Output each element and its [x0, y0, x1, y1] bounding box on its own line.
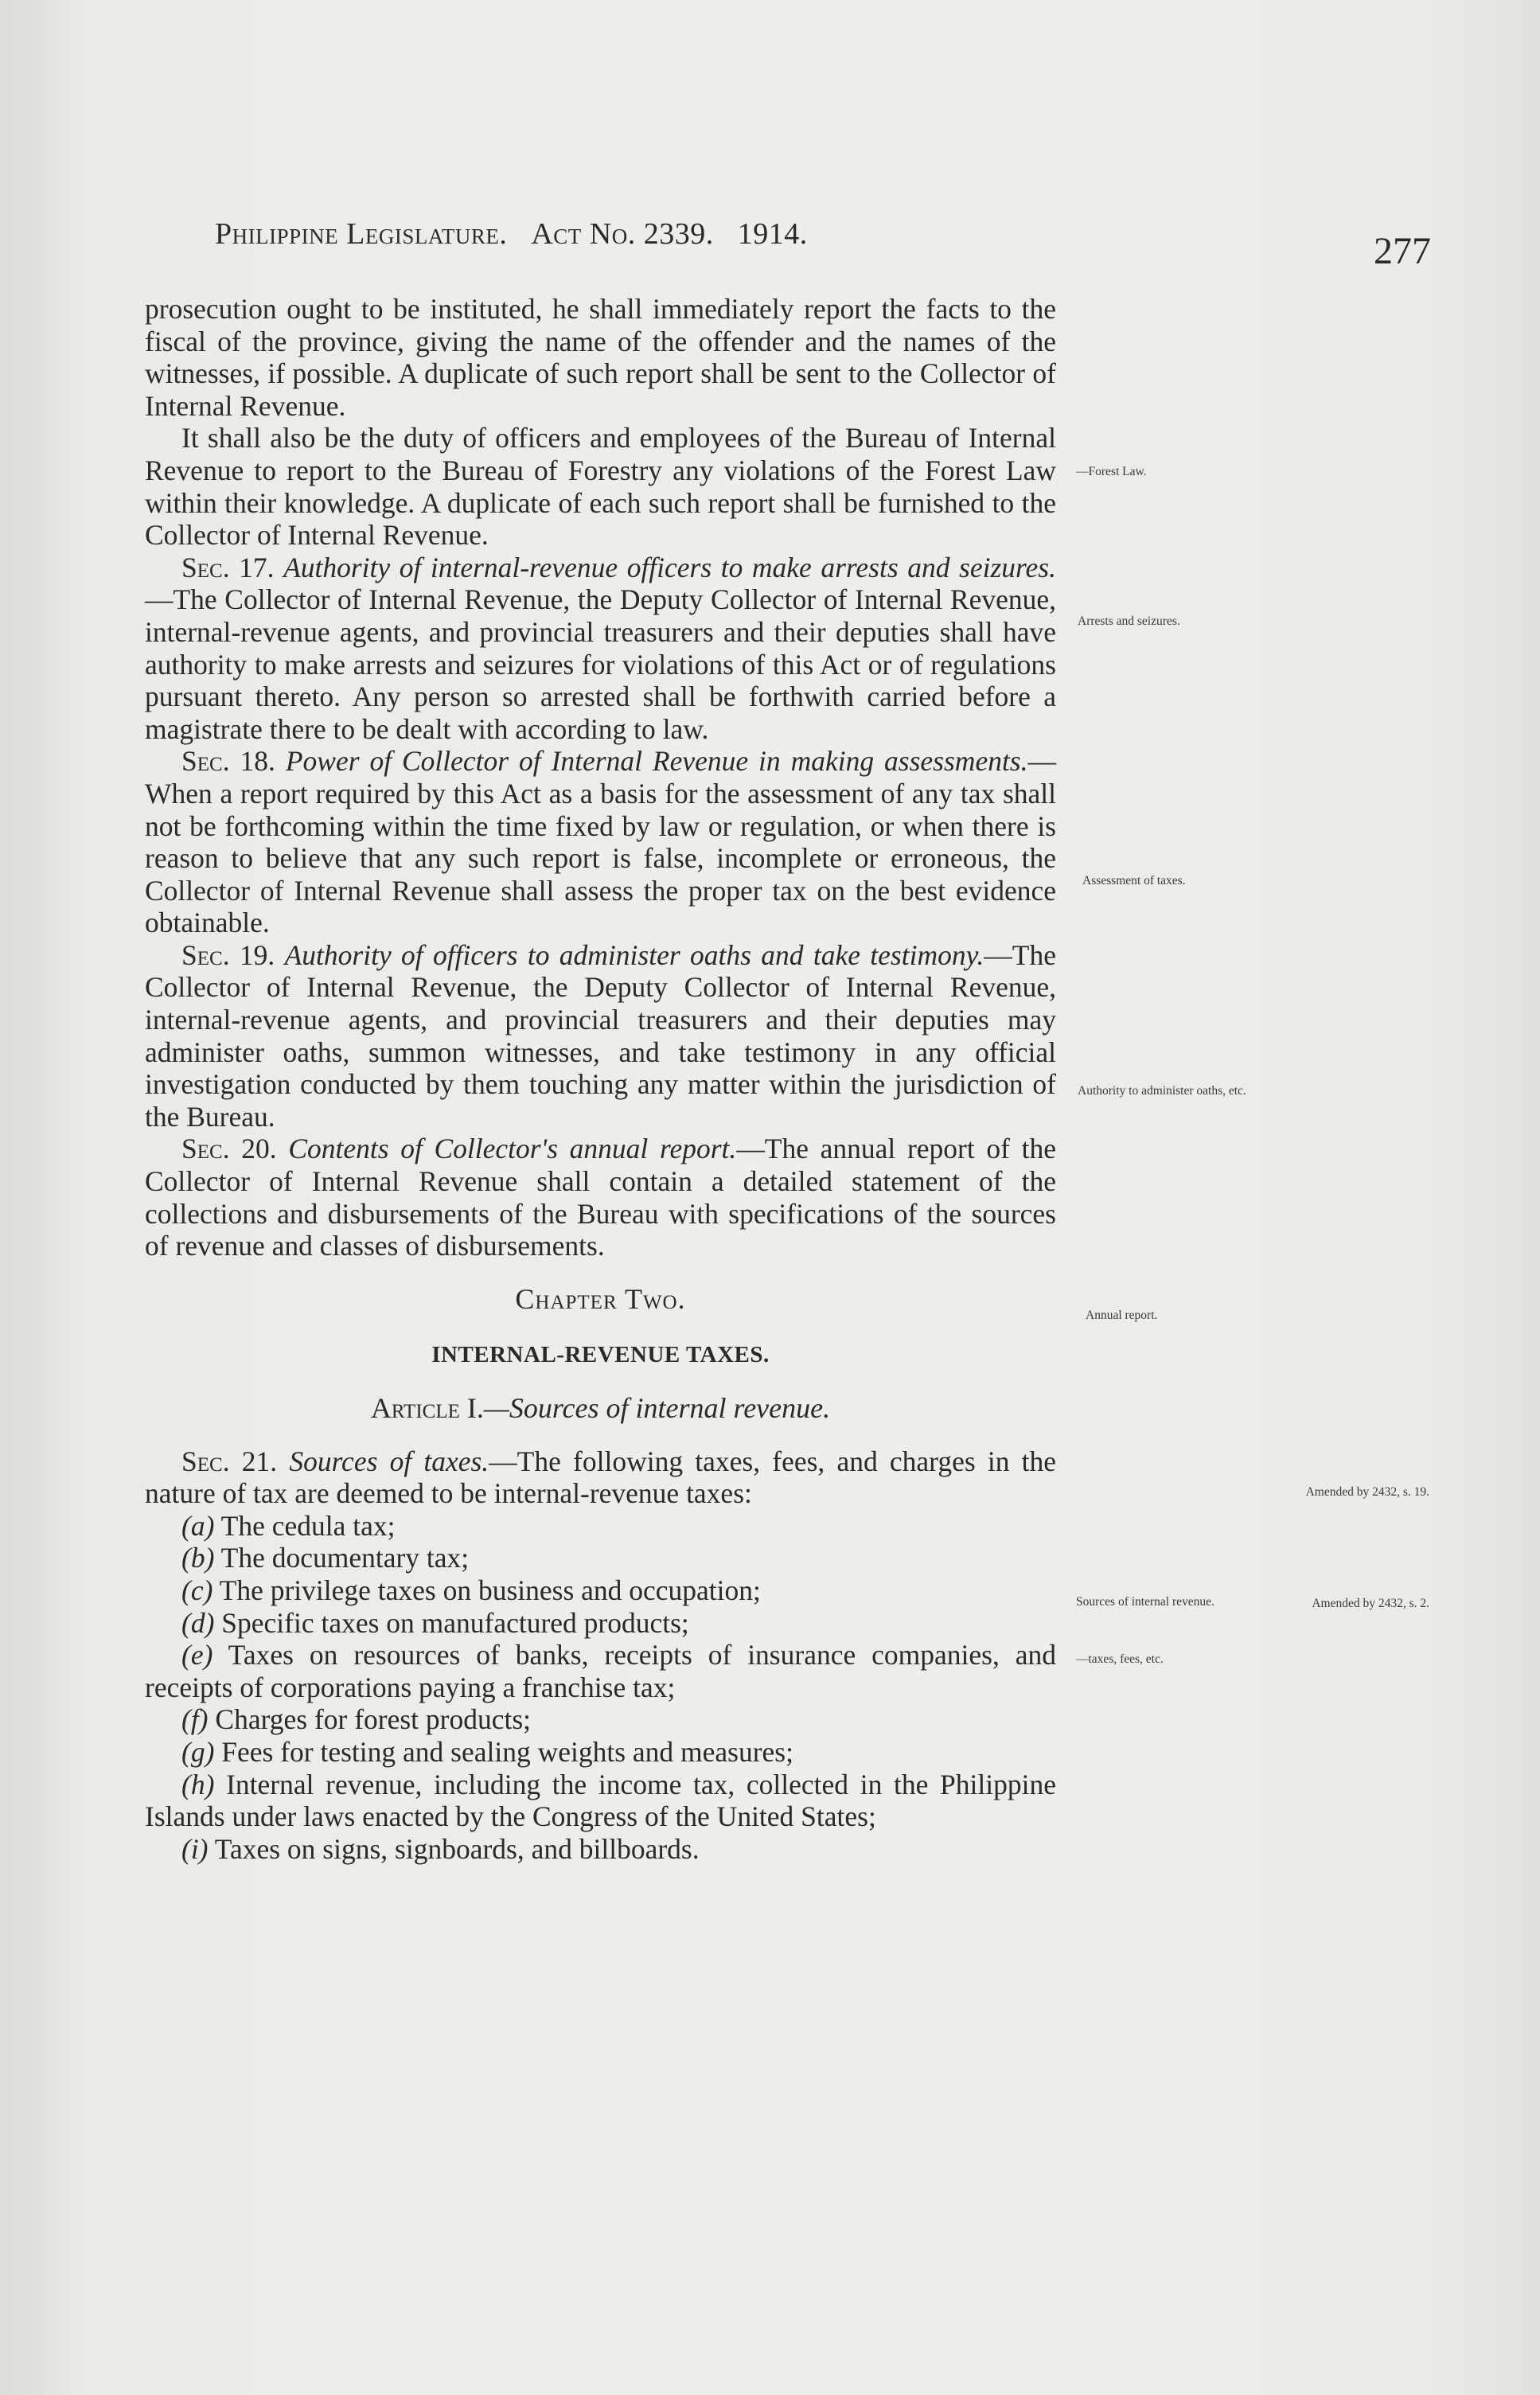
section-text: —When a report required by this Act as a basis for the assessment of any tax shall not be forthcoming within the time fixed by law or regulation, or when there is reason to believe that any such report is false, incomplete or erroneous, the Collector of Internal Revenue shall assess the proper tax on the best evidence obtainable. [145, 745, 1056, 939]
running-head-title: Philippine Legislature. [215, 217, 508, 251]
chapter-heading: Chapter Two. [515, 1282, 686, 1315]
section-text: —The following taxes, fees, and charges in the nature of tax are deemed to be internal-revenue taxes: [145, 1445, 1056, 1510]
list-item-c: (c) The privilege taxes on business and occupation; [181, 1574, 761, 1606]
article-label: Article I. [370, 1392, 484, 1424]
article-heading [145, 1392, 1056, 1425]
section-19 [145, 939, 1056, 1133]
article-title: —Sources of internal revenue. [483, 1392, 831, 1424]
section-20 [145, 1133, 1056, 1262]
body-text [145, 293, 1056, 1865]
section-17 [145, 552, 1056, 746]
section-label: Sec. 17. [181, 551, 275, 583]
section-21 [145, 1445, 1056, 1510]
act-number: Act No. 2339. [531, 217, 714, 251]
list-item-h: (h) Internal revenue, including the income tax, collected in the Philippine Islands under laws enacted by the Congress of the United States; [145, 1768, 1056, 1833]
margin-note-amended-19: Amended by 2432, s. 19. [1305, 1485, 1429, 1499]
margin-note-oaths: Authority to administer oaths, etc. [1078, 1084, 1246, 1098]
section-title: Authority of internal-revenue officers to make arrests and seizures. [283, 551, 1056, 583]
margin-note-assessment: Assessment of taxes. [1082, 874, 1186, 887]
section-text: —The annual report of the Collector of Internal Revenue shall contain a detailed statement of the collections and disbursements of the Bureau with specifications of the sources of revenue and classes of disbursements. [145, 1133, 1057, 1262]
section-title: Contents of Collector's annual report. [288, 1133, 737, 1165]
section-label: Sec. 18. [181, 745, 275, 778]
section-text: —The Collector of Internal Revenue, the Deputy Collector of Internal Revenue, internal-revenue agents, and provincial treasurers and their deputies may administer oaths, summon witnesses, and take testimony in any official investigation conducted by them touching any matter within the jurisdiction of the Bureau. [145, 938, 1056, 1133]
section-label: Sec. 19. [181, 938, 275, 971]
margin-note-arrests: Arrests and seizures. [1078, 614, 1180, 628]
running-header [215, 216, 808, 252]
page-number: 277 [1374, 230, 1431, 272]
list-item-b: (b) The documentary tax; [181, 1542, 470, 1574]
list-item-e: (e) Taxes on resources of banks, receipts of insurance companies, and receipts of corporations paying a franchise tax; [145, 1639, 1056, 1703]
section-title: Power of Collector of Internal Revenue in making assessments. [285, 745, 1028, 778]
margin-note-sources-continued: —taxes, fees, etc. [1076, 1652, 1164, 1666]
section-18 [145, 745, 1056, 939]
list-item-d: (d) Specific taxes on manufactured products; [181, 1606, 689, 1639]
list-item-i: (i) Taxes on signs, signboards, and billboards. [181, 1832, 700, 1865]
section-label: Sec. 21. [181, 1445, 278, 1477]
header-year: 1914. [737, 217, 808, 251]
list-item-g: (g) Fees for testing and sealing weights and measures; [181, 1735, 793, 1768]
subheading: INTERNAL-REVENUE TAXES. [431, 1342, 770, 1368]
section-title: Sources of taxes. [289, 1445, 489, 1477]
paragraph-continued: prosecution ought to be instituted, he shall immediately report the facts to the fiscal of the province, giving the name of the offender and the names of the witnesses, if possible. A duplicate of such report shall be sent to the Collector of Internal Revenue. [145, 293, 1056, 422]
section-text: —The Collector of Internal Revenue, the Deputy Collector of Internal Revenue, internal-revenue agents, and provincial treasurers and their deputies shall have authority to make arrests and seizures for violations of this Act or of regulations pursuant thereto. Any person so arrested shall be forthwith carried before a magistrate there to be dealt with according to law. [145, 583, 1056, 745]
paragraph-forest-law: It shall also be the duty of officers and employees of the Bureau of Internal Revenue to report to the Bureau of Forestry any violations of the Forest Law within their knowledge. A duplicate of each such report shall be furnished to the Collector of Internal Revenue. [145, 422, 1056, 552]
list-item-f: (f) Charges for forest products; [181, 1703, 532, 1736]
margin-note-forest-law: —Forest Law. [1076, 465, 1147, 478]
list-item-a: (a) The cedula tax; [181, 1509, 396, 1542]
margin-note-sources: Sources of internal revenue. [1076, 1595, 1214, 1609]
margin-note-amended-2: Amended by 2432, s. 2. [1312, 1597, 1429, 1610]
section-label: Sec. 20. [181, 1133, 277, 1165]
margin-note-annual-report: Annual report. [1086, 1309, 1158, 1322]
section-title: Authority of officers to administer oaths and take testimony. [284, 938, 984, 971]
